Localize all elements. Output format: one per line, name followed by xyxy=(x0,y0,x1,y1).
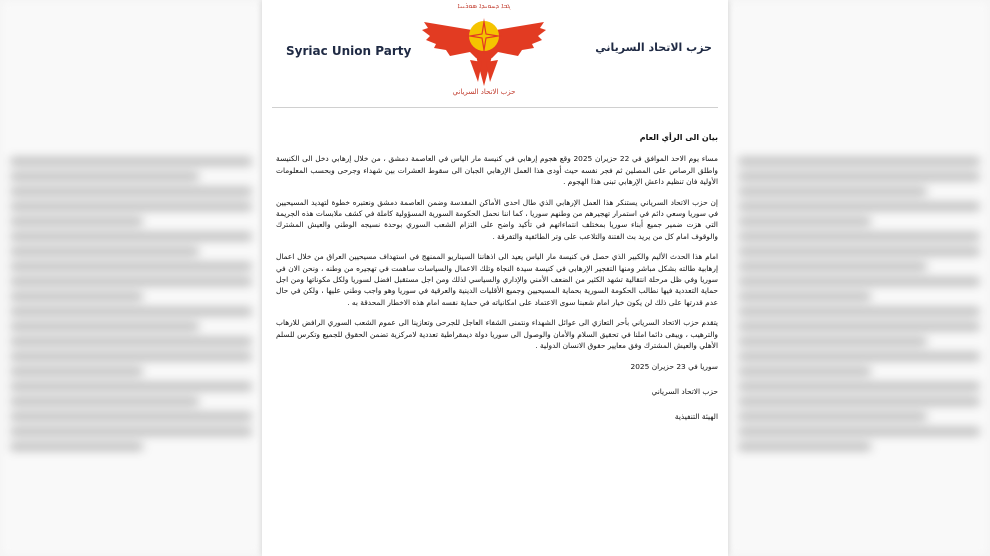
statement-heading: بيان الى الرأي العام xyxy=(639,133,718,142)
logo-top-text: ܓܒܐ ܕܚܘܝܕܐ ܣܘܪܝܝܐ xyxy=(457,2,511,10)
blurred-text-lines xyxy=(738,150,980,458)
statement-date: سوريا في 23 حزيران 2025 xyxy=(630,361,718,371)
blurred-text-lines xyxy=(10,150,252,458)
paragraph-3: امام هذا الحدث الأليم والكبير الذي حصل في كنيسة مار الياس يعيد الى اذهاننا السيناريو الممنهج في استهداف مسيحيين العراق من خلال اعمال إرهابية طالته بشكل مباشر ومنها التفجير الإرهابي في كنيسة سيدة النجاة وتلك الاعمال والسياسات ساهمت في تهجيره من وطنه ، ونحن الان في سوريا وفي ظل مرحلة انتقالية تشهد الكثير من الضعف الأمني والإداري والسياسي لذلك ومن اجل مستقبل افضل لسوريا ولكل مكوناتها ومن اجل حماية التعددية فيها نطالب الحكومة السورية بحماية المسيحيين وجميع الأقليات الدينية والعرقية في سوريا وهو واجب وطني عليها ، ولكن في حال عدم قدرتها على ذلك لن يكون خيار امام شعبنا سوى الاعتماد على امكانياته في حماية نفسه امام هذه الاخطار المحدقة به . xyxy=(276,252,718,307)
letterhead xyxy=(272,0,718,108)
signature-body: الهيئة التنفيذية xyxy=(674,412,718,422)
paragraph-4: يتقدم حزب الاتحاد السرياني بأحر التعازي الى عوائل الشهداء ونتمنى الشفاء العاجل للجرحى وتعازينا الى عموم الشعب السوري الرافض للارهاب والترهيب ، ويبقى دائما املنا في تحقيق السلام والأمان والوصول الى سوريا دولة ديمقراطية تعددية لامركزية تضمن الحقوق للجميع وتكرس للسلم الأهلي والعيش المشترك وفق معايير حقوق الانسان الدولية . xyxy=(276,318,718,351)
blurred-background-right xyxy=(728,0,990,556)
party-name-arabic: حزب الاتحاد السرياني xyxy=(595,41,712,54)
statement-document xyxy=(262,0,728,556)
paragraph-1: مساء يوم الاحد الموافق في 22 حزيران 2025 وقع هجوم إرهابي في كنيسة مار الياس في العاصمة دمشق ، من خلال إرهابي دخل الى الكنيسة واطلق الرصاص على المصلين ثم فجر نفسه حيث أودى هذا العمل الإرهابي الجبان الى سقوط العشرات بين شهداء وجرحى وبحسب المعلومات الأولية فان تنظيم داعش الإرهابي تبنى هذا الهجوم . xyxy=(276,154,718,187)
party-logo xyxy=(420,2,548,104)
logo-caption: حزب الاتحاد السرياني xyxy=(452,88,516,96)
paragraph-2: إن حزب الاتحاد السرياني يستنكر هذا العمل الإرهابي الذي طال احدى الأماكن المقدسة وضمن العاصمة دمشق ونعتبره خطوة لتهديد المسيحيين في سوريا وسعي دائم في استمرار تهجيرهم من وطنهم سوريا ، كما اننا نحمل الحكومة السورية المسؤولية كاملة في كشف ملابسات هذه الجريمة التي هزت ضمير جميع أبناء سوريا بمختلف انتماءاتهم في تأكيد واضح على التزام الشعب السوري بوحدة نسيجه الوطني والعيش المشترك والوقوف امام كل من يريد بث الفتنة والتلاعب على وتر الطائفية والتفرقة . xyxy=(276,197,718,241)
party-name-english: Syriac Union Party xyxy=(286,44,412,58)
winged-sun-icon xyxy=(420,2,548,88)
signature-party: حزب الاتحاد السرياني xyxy=(651,386,718,396)
statement-body xyxy=(276,132,718,423)
blurred-background-left xyxy=(0,0,262,556)
